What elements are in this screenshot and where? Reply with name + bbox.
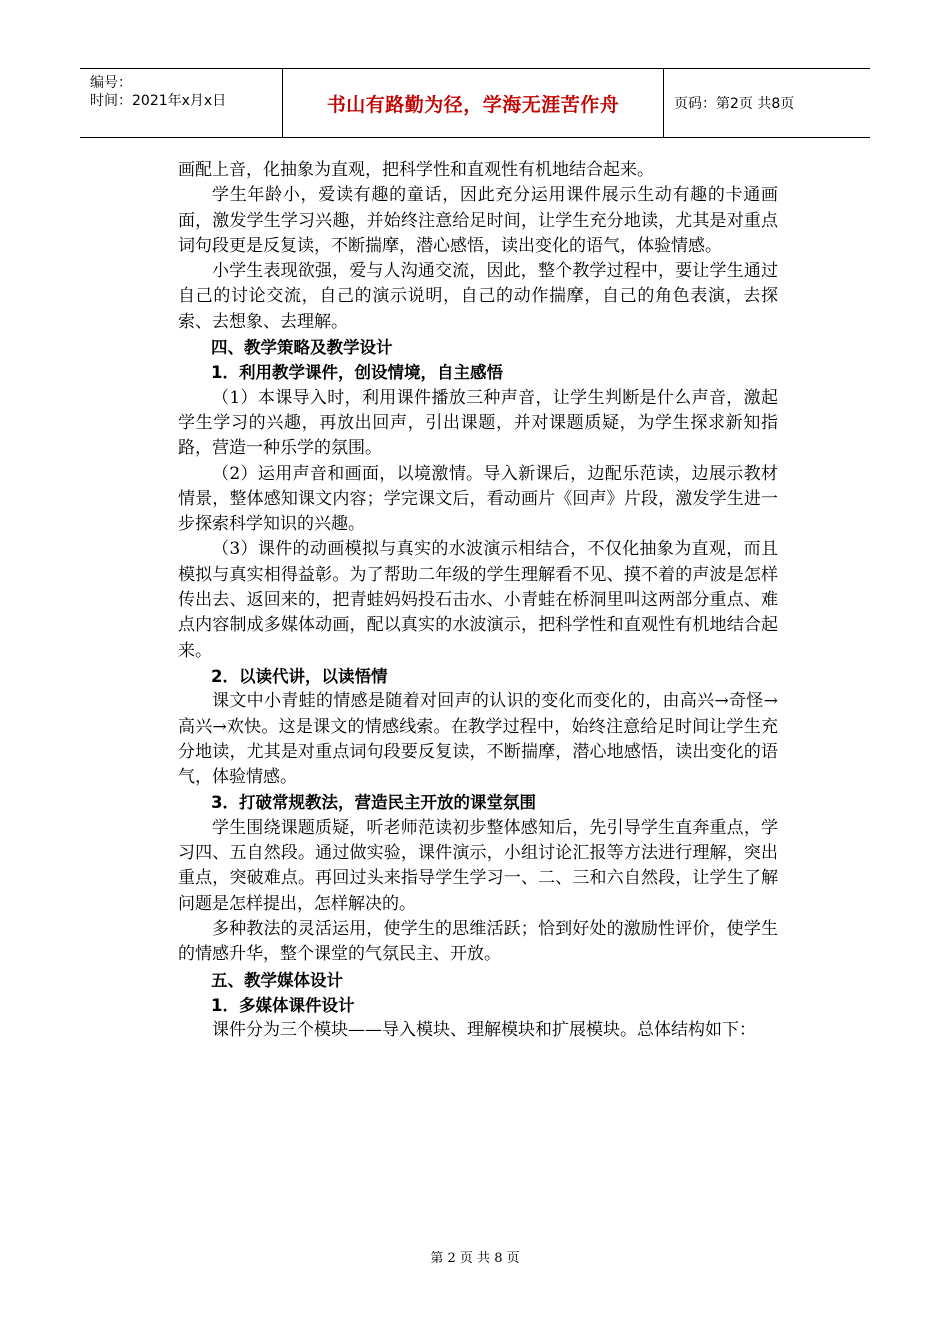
paragraph: 课件分为三个模块——导入模块、理解模块和扩展模块。总体结构如下： xyxy=(212,1020,756,1041)
header-page-info: 页码：第2页 共8页 xyxy=(674,96,795,112)
page-footer xyxy=(0,1247,950,1266)
header-page-info-cell xyxy=(664,69,870,137)
footer-page-number: 第 2 页 共 8 页 xyxy=(430,1251,520,1266)
paragraph: 多种教法的灵活运用，使学生的思维活跃；恰到好处的激励性评价，使学生的情感升华，整个课堂的气氛民主、开放。 xyxy=(178,918,778,965)
paragraph: 学生年龄小，爱读有趣的童话，因此充分运用课件展示生动有趣的卡通画面，激发学生学习兴趣，并始终注意给足时间，让学生充分地读，尤其是对重点词句段更是反复读，不断揣摩，潜心感悟，读出变化的语气，体验情感。 xyxy=(178,185,778,256)
page-header xyxy=(80,68,870,138)
paragraph: （1）本课导入时，利用课件播放三种声音，让学生判断是什么声音，激起学生学习的兴趣，再放出回声，引出课题，并对课题质疑，为学生探求新知指路，营造一种乐学的氛围。 xyxy=(178,387,778,459)
subsection-heading: 2．以读代讲，以读悟情 xyxy=(211,666,388,686)
subsection-heading: 1．多媒体课件设计 xyxy=(211,995,355,1015)
paragraph: （2）运用声音和画面，以境激情。导入新课后，边配乐范读，边展示教材情景，整体感知课文内容；学完课文后，看动画片《回声》片段，激发学生进一步探索科学知识的兴趣。 xyxy=(178,463,778,535)
paragraph: 小学生表现欲强，爱与人沟通交流，因此，整个教学过程中，要让学生通过自己的讨论交流，自己的演示说明，自己的动作揣摩，自己的角色表演，去探索、去想象、去理解。 xyxy=(178,261,778,332)
subsection-heading: 3．打破常规教法，营造民主开放的课堂氛围 xyxy=(211,793,536,813)
paragraph: 课文中小青蛙的情感是随着对回声的认识的变化而变化的，由高兴→奇怪→高兴→欢快。这是课文的情感线索。在教学过程中，始终注意给足时间让学生充分地读，尤其是对重点词句段要反复读，不断揣摩，潜心地感悟，读出变化的语气，体验情感。 xyxy=(178,691,778,788)
document-body xyxy=(178,158,778,1043)
subsection-heading: 1．利用教学课件，创设情境，自主感悟 xyxy=(211,363,503,383)
paragraph: （3）课件的动画模拟与真实的水波演示相结合，不仅化抽象为直观，而且模拟与真实相得益彰。为了帮助二年级的学生理解看不见、摸不着的声波是怎样传出去、返回来的，把青蛙妈妈投石击水、小青蛙在桥洞里叫这两部分重点、难点内容制成多媒体动画，配以真实的水波演示，把科学性和直观性有机地结合起来。 xyxy=(178,539,778,661)
header-motto-cell xyxy=(283,69,664,137)
section-heading: 五、教学媒体设计 xyxy=(211,970,343,990)
header-motto: 书山有路勤为径，学海无涯苦作舟 xyxy=(326,93,620,116)
document-number-label: 编号： xyxy=(90,75,132,91)
paragraph-continuation: 画配上音，化抽象为直观，把科学性和直观性有机地结合起来。 xyxy=(178,160,654,180)
paragraph: 学生围绕课题质疑，听老师范读初步整体感知后，先引导学生直奔重点，学习四、五自然段。通过做实验，课件演示，小组讨论汇报等方法进行理解，突出重点，突破难点。再回过头来指导学生学习一、二、三和六自然段，让学生了解问题是怎样提出，怎样解决的。 xyxy=(178,817,778,914)
document-date: 时间：2021年x月x日 xyxy=(90,93,227,109)
header-meta xyxy=(80,69,283,137)
section-heading: 四、教学策略及教学设计 xyxy=(211,338,393,358)
